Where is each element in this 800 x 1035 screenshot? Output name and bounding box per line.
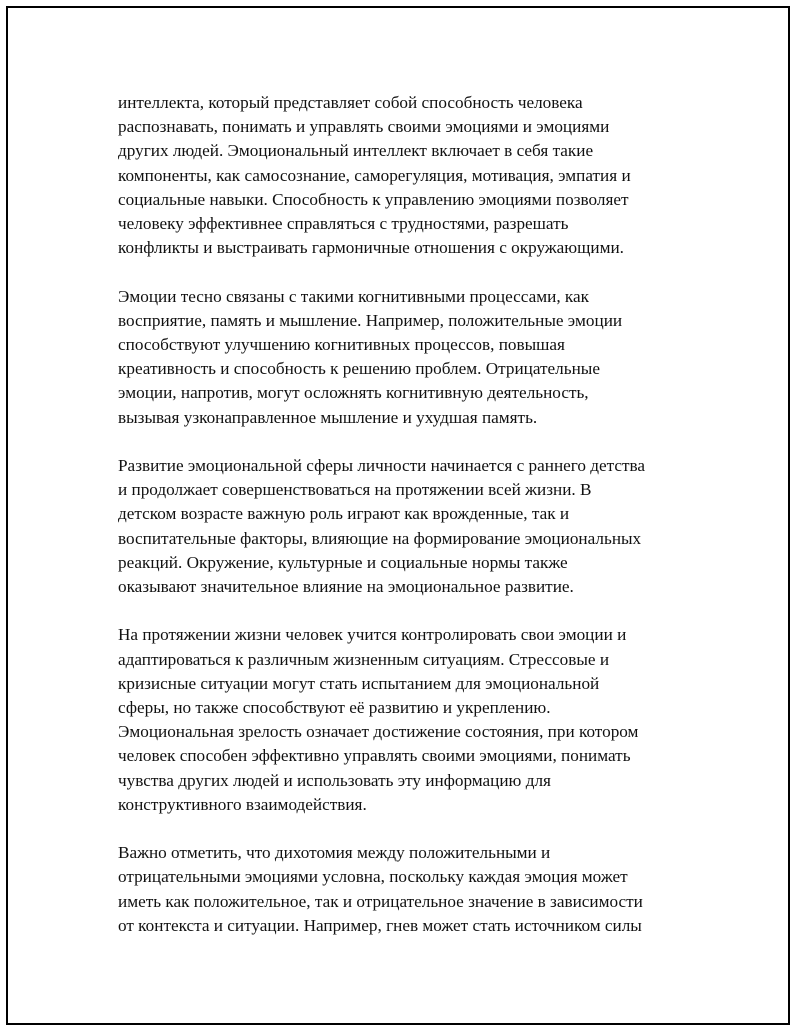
text-line: человеку эффективнее справляться с трудностями, разрешать: [118, 214, 569, 234]
text-line: иметь как положительное, так и отрицательное значение в зависимости: [118, 891, 643, 911]
text-line: На протяжении жизни человек учится контролировать свои эмоции и: [118, 625, 627, 645]
paragraph-5: [118, 841, 718, 938]
text-line: компоненты, как самосознание, саморегуляция, мотивация, эмпатия и: [118, 165, 631, 185]
paragraph-2: [118, 285, 718, 430]
text-line: воспитательные факторы, влияющие на формирование эмоциональных: [118, 528, 642, 548]
text-line: эмоции, напротив, могут осложнять когнитивную деятельность,: [118, 383, 589, 403]
text-line: Эмоциональная зрелость означает достижение состояния, при котором: [118, 722, 639, 742]
text-line: и продолжает совершенствоваться на протяжении всей жизни. В: [118, 480, 592, 500]
text-line: детском возрасте важную роль играют как врожденные, так и: [118, 504, 570, 524]
paragraph-1: [118, 91, 718, 260]
paragraph-4: [118, 623, 718, 817]
text-line: вызывая узконаправленное мышление и ухудшая память.: [118, 407, 538, 427]
text-line: отрицательными эмоциями условна, поскольку каждая эмоция может: [118, 867, 628, 887]
text-line: от контекста и ситуации. Например, гнев может стать источником силы: [118, 915, 642, 935]
text-line: способствуют улучшению когнитивных процессов, повышая: [118, 335, 565, 355]
text-line: Развитие эмоциональной сферы личности начинается с раннего детства: [118, 456, 646, 476]
text-line: чувства других людей и использовать эту информацию для: [118, 770, 551, 790]
text-line: реакций. Окружение, культурные и социальные нормы также: [118, 552, 568, 572]
text-line: креативность и способность к решению проблем. Отрицательные: [118, 359, 600, 379]
paragraph-3: [118, 454, 718, 599]
text-line: интеллекта, который представляет собой способность человека: [118, 93, 583, 112]
text-line: распознавать, понимать и управлять своими эмоциями и эмоциями: [118, 117, 610, 137]
text-line: человек способен эффективно управлять своими эмоциями, понимать: [118, 746, 631, 766]
text-line: адаптироваться к различным жизненным ситуациям. Стрессовые и: [118, 649, 610, 669]
text-line: Эмоции тесно связаны с такими когнитивными процессами, как: [118, 286, 590, 306]
text-line: сферы, но также способствуют её развитию и укреплению.: [118, 698, 551, 718]
text-line: конструктивного взаимодействия.: [118, 794, 367, 814]
text-line: социальные навыки. Способность к управлению эмоциями позволяет: [118, 189, 629, 209]
text-line: кризисные ситуации могут стать испытанием для эмоциональной: [118, 673, 600, 693]
text-line: других людей. Эмоциональный интеллект включает в себя такие: [118, 141, 594, 161]
text-line: Важно отметить, что дихотомия между положительными и: [118, 843, 551, 863]
document-body: [118, 91, 718, 962]
text-line: оказывают значительное влияние на эмоциональное развитие.: [118, 577, 574, 597]
text-line: восприятие, память и мышление. Например, положительные эмоции: [118, 310, 623, 330]
text-line: конфликты и выстраивать гармоничные отношения с окружающими.: [118, 238, 624, 258]
